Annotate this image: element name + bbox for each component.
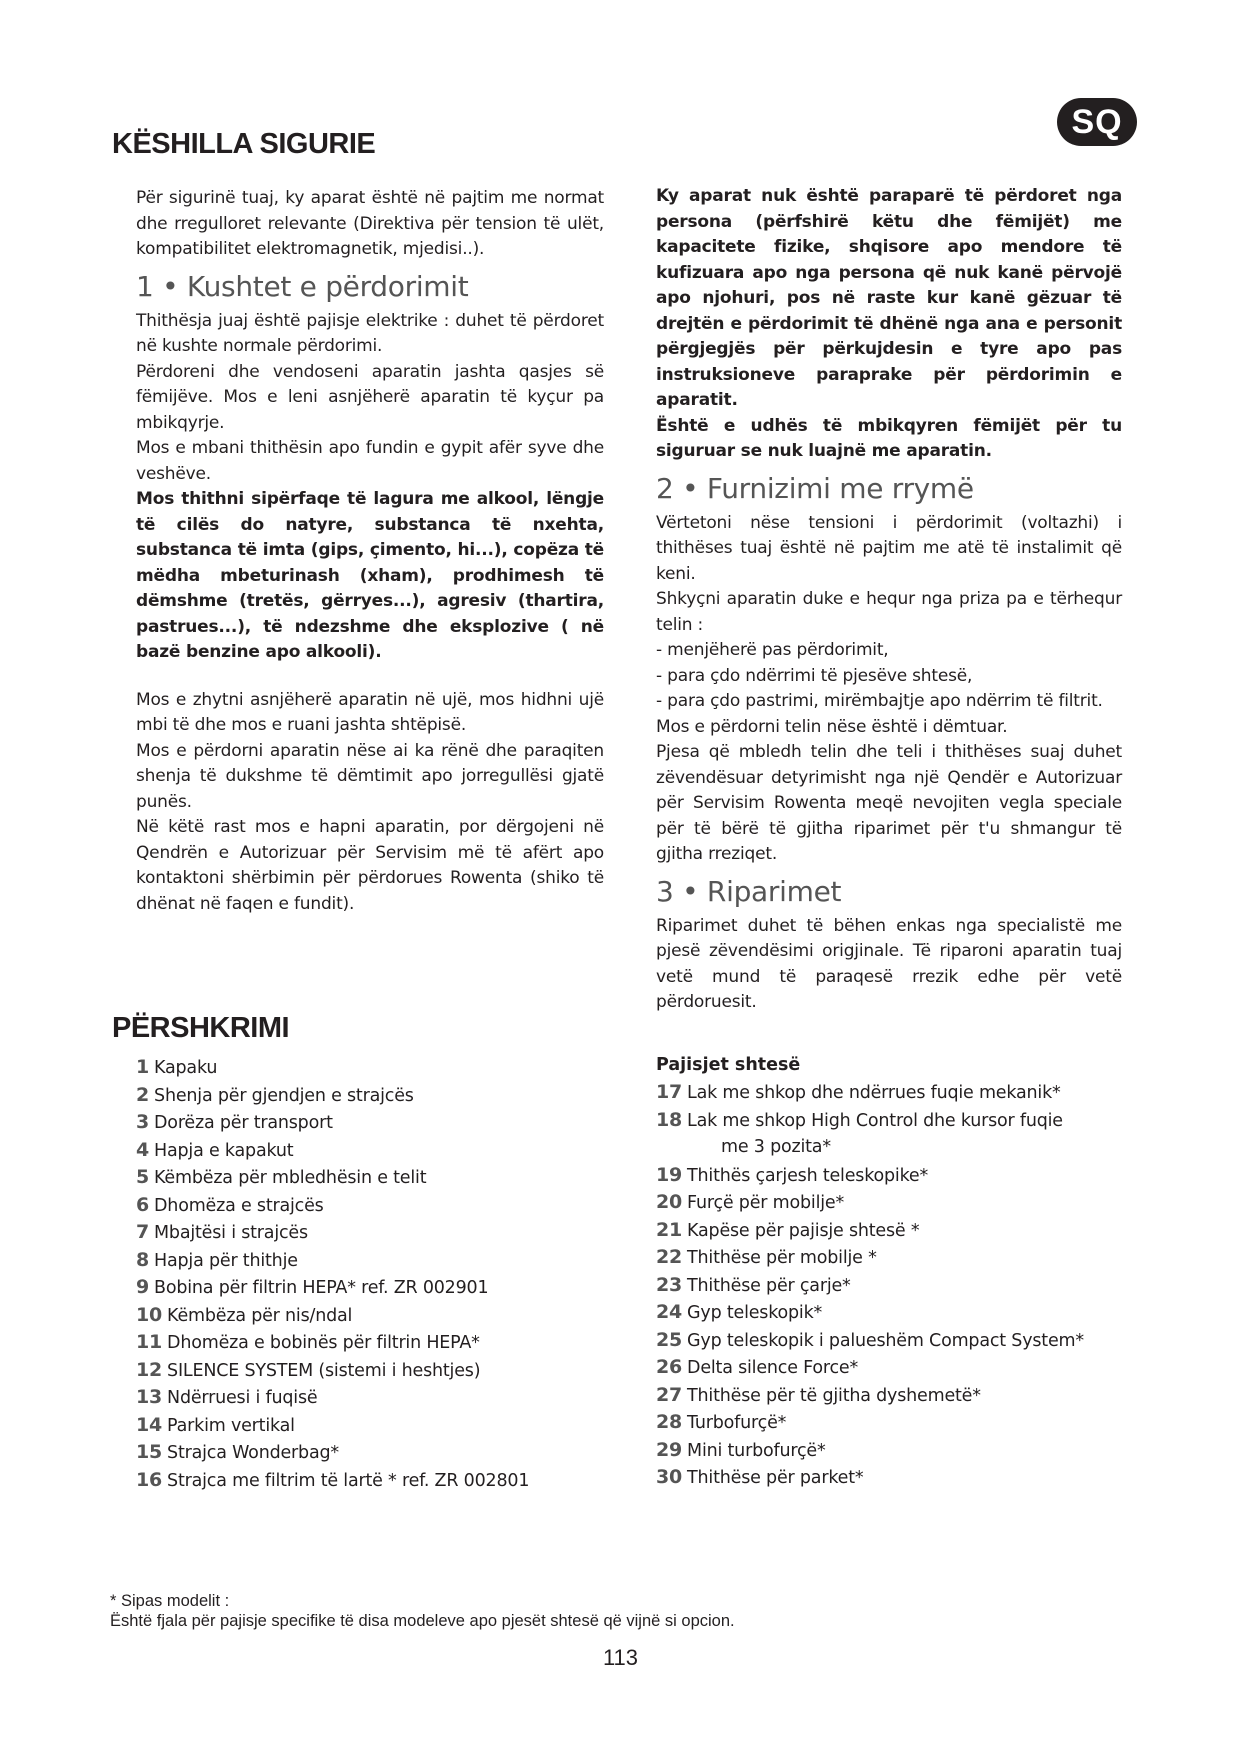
- item-text: Dhomëza e bobinës për filtrin HEPA*: [167, 1333, 480, 1353]
- item-number: 2: [136, 1083, 150, 1106]
- item-number: 11: [136, 1331, 163, 1353]
- list-item: [656, 1189, 1084, 1217]
- page-number: 113: [602, 1645, 639, 1670]
- section-2-list-3: - para çdo pastrimi, mirëmbajtje apo ndërrim të filtrit.: [656, 691, 1103, 711]
- item-text: SILENCE SYSTEM (sistemi i heshtjes): [167, 1360, 481, 1381]
- item-number: 15: [136, 1441, 163, 1463]
- item-number: 25: [656, 1328, 683, 1351]
- list-item: [656, 1244, 1084, 1272]
- list-item: [136, 1467, 529, 1495]
- item-text: Lak me shkop dhe ndërrues fuqie mekanik*: [687, 1083, 1061, 1103]
- item-text: Hapja për thithje: [154, 1250, 298, 1271]
- list-item: [136, 1357, 529, 1385]
- item-number: 30: [656, 1466, 683, 1488]
- item-text: Furçë për mobilje*: [687, 1193, 845, 1213]
- item-text: Parkim vertikal: [167, 1415, 295, 1436]
- item-number: 14: [136, 1413, 163, 1436]
- item-number: 21: [656, 1218, 683, 1241]
- item-number: 7: [136, 1221, 150, 1243]
- section-2-p2: Shkyçni aparatin duke e hequr nga priza pa e tërhequr telin :: [656, 589, 1122, 635]
- section-1-p1: Thithësja juaj është pajisje elektrike : duhet të përdoret në kushte normale përdorimi.: [136, 310, 604, 356]
- section-1-p3: Mos e mbani thithësin apo fundin e gypit afër syve dhe veshëve.: [136, 438, 604, 484]
- list-item: [656, 1409, 1084, 1437]
- list-item: [136, 1219, 529, 1247]
- list-item: [656, 1327, 1084, 1355]
- section-2-p1: Vërtetoni nëse tensioni i përdorimit (voltazhi) i thithëses tuaj është në pajtim me atë të instalimit që keni.: [656, 512, 1122, 584]
- list-item: [136, 1109, 529, 1137]
- list-item: [656, 1217, 1084, 1245]
- footnote-line-1: * Sipas modelit :: [110, 1592, 230, 1610]
- item-text: Kapaku: [154, 1058, 218, 1078]
- item-number: 22: [656, 1246, 683, 1268]
- item-text: Ndërruesi i fuqisë: [167, 1388, 318, 1408]
- safety-right-column: [656, 184, 1122, 1016]
- list-item: [136, 1137, 529, 1165]
- footnote: [110, 1591, 735, 1631]
- list-item: [656, 1382, 1084, 1410]
- item-text: Kapëse për pajisje shtesë *: [687, 1220, 920, 1241]
- item-number: 8: [136, 1248, 150, 1271]
- item-text: Turbofurçë*: [687, 1413, 787, 1433]
- item-number: 19: [656, 1163, 683, 1186]
- section-1-p2: Përdoreni dhe vendoseni aparatin jashta qasjes së fëmijëve. Mos e leni asnjëherë aparatin të kyçur pa mbikqyrje.: [136, 361, 604, 433]
- item-number: 10: [136, 1303, 163, 1326]
- accessories-title: Pajisjet shtesë: [656, 1055, 801, 1075]
- children-supervision: Është e udhës të mbikqyren fëmijët për tu siguruar se nuk luajnë me aparatin.: [656, 415, 1122, 461]
- safety-intro: Për sigurinë tuaj, ky aparat është në pajtim me normat dhe rregulloret relevante (Direktiva për tension të ulët, kompatibilitet elektromagnetik, mjedisi..).: [136, 188, 604, 259]
- parts-list-left: [136, 1054, 529, 1494]
- section-3-p1: Riparimet duhet të bëhen enkas nga specialistë me pjesë zëvendësimi origjinale. Të riparoni aparatin tuaj vetë mund të paraqesë rrezik edhe për vetë përdoruesit.: [656, 915, 1122, 1012]
- section-1-p5: Mos e përdorni aparatin nëse ai ka rënë dhe paraqiten shenja të dukshme të dëmtimit apo jorregullësi gjatë punës.: [136, 740, 604, 812]
- item-text: Delta silence Force*: [687, 1358, 859, 1378]
- item-number: 9: [136, 1276, 150, 1298]
- item-number: 27: [656, 1383, 683, 1406]
- item-text: Thithëse për të gjitha dyshemetë*: [687, 1385, 981, 1406]
- list-item: [656, 1464, 1084, 1492]
- item-text: Strajca me filtrim të lartë * ref. ZR 002801: [167, 1470, 530, 1491]
- footnote-line-2: Është fjala për pajisje specifike të disa modeleve apo pjesët shtesë që vijnë si opcion.: [110, 1612, 735, 1630]
- safety-title: KËSHILLA SIGURIE: [112, 128, 376, 160]
- list-item: [136, 1384, 529, 1412]
- section-1-p4: Mos e zhytni asnjëherë aparatin në ujë, mos hidhni ujë mbi të dhe mos e ruani jashta shtëpisë.: [136, 689, 604, 735]
- item-text: Thithëse për çarje*: [687, 1275, 851, 1296]
- list-item: [656, 1354, 1084, 1382]
- item-number: 5: [136, 1166, 150, 1188]
- section-1-p6: Në këtë rast mos e hapni aparatin, por dërgojeni në Qendrën e Autorizuar për Servisim më të afërt apo kontaktoni shërbimin për përdorues Rowenta (shiko të dhënat në faqen e fundit).: [136, 817, 604, 914]
- item-number: 13: [136, 1386, 163, 1408]
- list-item: [656, 1437, 1084, 1465]
- safety-left-column: [136, 186, 604, 917]
- section-2-p4: Pjesa që mbledh telin dhe teli i thithëses suaj duhet zëvendësuar detyrimisht nga një Qendër e Autorizuar për Servisim Rowenta meqë nevojiten vegla speciale për të bërë të gjitha riparimet për t'u shmangur të gjitha rreziqet.: [656, 742, 1122, 864]
- item-text: Bobina për filtrin HEPA* ref. ZR 002901: [154, 1278, 489, 1298]
- section-2-list-1: - menjëherë pas përdorimit,: [656, 640, 889, 660]
- item-text: Mbajtësi i strajcës: [154, 1223, 308, 1243]
- section-1-warning: Mos thithni sipërfaqe të lagura me alkool, lëngje të cilës do natyre, substanca të nxehta, substanca të imta (gips, çimento, hi...), copëza të mëdha mbeturinash (xham), prodhimesh të dëmshme (tretës, gërryes...), agresiv (thartira, pastrues...), të ndezshme dhe eksplozive ( në bazë benzine apo alkooli).: [136, 489, 604, 662]
- item-text: Gyp teleskopik i palueshëm Compact System*: [687, 1330, 1084, 1351]
- list-item: [136, 1192, 529, 1220]
- section-1-title: 1 • Kushtet e përdorimit: [136, 269, 469, 303]
- list-item: [136, 1247, 529, 1275]
- list-item: [136, 1164, 529, 1192]
- item-text: Lak me shkop High Control dhe kursor fuqie: [687, 1110, 1063, 1131]
- item-number: 26: [656, 1356, 683, 1378]
- section-2-list-2: - para çdo ndërrimi të pjesëve shtesë,: [656, 665, 973, 686]
- list-item: [656, 1107, 1084, 1135]
- list-item: [656, 1162, 1084, 1190]
- list-item: [656, 1299, 1084, 1327]
- item-number: 24: [656, 1301, 683, 1323]
- item-number: 6: [136, 1193, 150, 1216]
- item-number: 20: [656, 1191, 683, 1213]
- item-number: 3: [136, 1111, 150, 1133]
- item-text: Këmbëza për nis/ndal: [167, 1305, 353, 1326]
- list-item: [136, 1054, 529, 1082]
- item-number: 28: [656, 1411, 683, 1433]
- item-text: Hapja e kapakut: [154, 1140, 294, 1161]
- description-title: PËRSHKRIMI: [112, 1012, 290, 1044]
- item-text: Dorëza për transport: [154, 1113, 333, 1133]
- list-item: [656, 1079, 1084, 1107]
- item-text: Thithëse për mobilje *: [687, 1248, 877, 1268]
- list-item: [656, 1272, 1084, 1300]
- list-item: [136, 1302, 529, 1330]
- item-text: Mini turbofurçë*: [687, 1440, 826, 1461]
- item-number: 23: [656, 1273, 683, 1296]
- section-2-p3: Mos e përdorni telin nëse është i dëmtuar.: [656, 716, 1008, 737]
- list-item: [136, 1412, 529, 1440]
- item-text: Thithëse për parket*: [687, 1468, 864, 1488]
- item-text: Thithës çarjesh teleskopike*: [687, 1165, 929, 1186]
- section-3-title: 3 • Riparimet: [656, 874, 842, 908]
- item-number: 12: [136, 1358, 163, 1381]
- item-number: 4: [136, 1138, 150, 1161]
- item-number: 16: [136, 1468, 163, 1491]
- item-number: 17: [656, 1081, 683, 1103]
- item-text: Dhomëza e strajcës: [154, 1195, 324, 1216]
- item-text: Shenja për gjendjen e strajcës: [154, 1085, 414, 1106]
- item-number: 18: [656, 1108, 683, 1131]
- item-number: 1: [136, 1056, 150, 1078]
- list-item: [136, 1329, 529, 1357]
- list-item-continuation: me 3 pozita*: [721, 1137, 831, 1157]
- list-item: [136, 1274, 529, 1302]
- list-item: [136, 1082, 529, 1110]
- accessories-list: [656, 1052, 1084, 1492]
- section-2-title: 2 • Furnizimi me rrymë: [656, 471, 974, 505]
- language-badge: SQ: [1057, 98, 1137, 146]
- item-text: Gyp teleskopik*: [687, 1303, 823, 1323]
- item-text: Strajca Wonderbag*: [167, 1443, 339, 1463]
- list-item: [136, 1439, 529, 1467]
- item-text: Këmbëza për mbledhësin e telit: [154, 1168, 427, 1188]
- item-number: 29: [656, 1438, 683, 1461]
- children-warning: Ky aparat nuk është paraparë të përdoret nga persona (përfshirë këtu dhe fëmijët) me kapacitete fizike, shqisore apo mendore të kufizuara apo nga persona që nuk kanë përvojë apo njohuri, pos në raste kur kanë gëzuar të drejtën e përdorimit të dhënë nga ana e personit përgjegjës për përkujdesin e tyre apo pas instruksioneve paraprake për përdorimin e aparatit.: [656, 186, 1122, 410]
